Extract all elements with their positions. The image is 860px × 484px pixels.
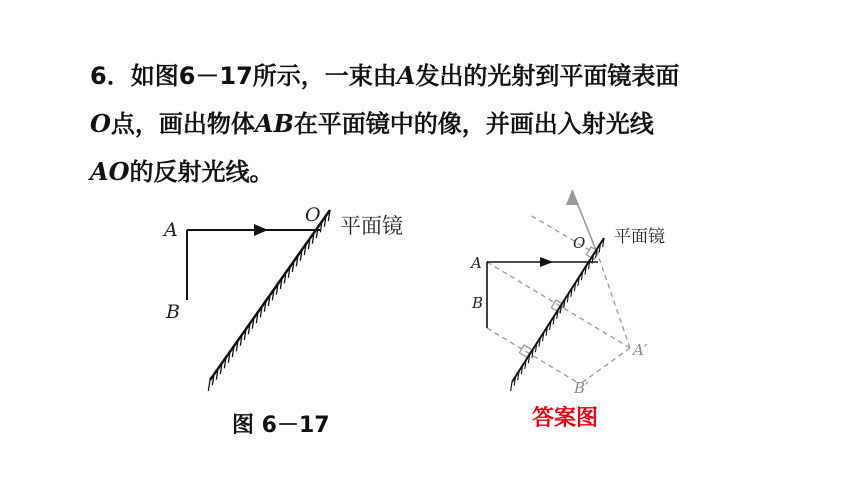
hatch-mark (511, 382, 512, 391)
question-text-segment: 发出的光射到平面镜表面 (415, 62, 680, 90)
perpendicular-a-a-image (487, 262, 630, 348)
question-text-segment: 的反射光线。 (129, 158, 274, 186)
question-text-segment: 在平面镜中的像，并画出入射光线 (293, 110, 654, 138)
label-b-answer: B (472, 294, 484, 312)
mirror-label: 平面镜 (340, 214, 403, 238)
figure-6-17 (162, 204, 403, 391)
label-o: O (305, 204, 321, 226)
label-a: A (164, 219, 178, 241)
answer-caption: 答案图 (532, 406, 599, 431)
figure-answer (469, 190, 665, 397)
point-label-a-inline: A (396, 61, 416, 90)
ray-label-ao-inline: AO (90, 157, 130, 186)
mirror-hatching (511, 238, 604, 391)
hatch-mark (208, 380, 210, 391)
mirror-label-answer: 平面镜 (614, 227, 665, 247)
normal-line (530, 215, 598, 255)
label-a-image: A′ (633, 341, 648, 359)
ray-arrow-icon (540, 257, 553, 267)
question-text-segment: ．如图6－17所示，一束由 (106, 62, 397, 90)
perpendicular-b-b-image (487, 328, 580, 384)
plane-mirror-1 (208, 210, 330, 391)
question-text-segment: 点，画出物体 (110, 110, 255, 138)
object-label-ab-inline: AB (254, 109, 294, 138)
image-to-o-extension (598, 255, 630, 348)
label-b-image: B′ (574, 379, 589, 397)
reflected-ray-arrow-icon (566, 190, 578, 205)
plane-mirror-2 (511, 238, 604, 391)
label-b: B (166, 301, 180, 323)
figure-caption: 图 6－17 (232, 413, 330, 438)
construction-lines (487, 215, 630, 384)
incident-ray-answer (487, 257, 598, 267)
label-a-answer: A (471, 254, 482, 272)
label-o-answer: O (573, 234, 586, 252)
ray-arrow-icon (254, 224, 268, 236)
incident-ray-ao (187, 224, 320, 236)
question-number: 6 (90, 62, 107, 90)
point-label-o-inline: O (90, 109, 111, 138)
